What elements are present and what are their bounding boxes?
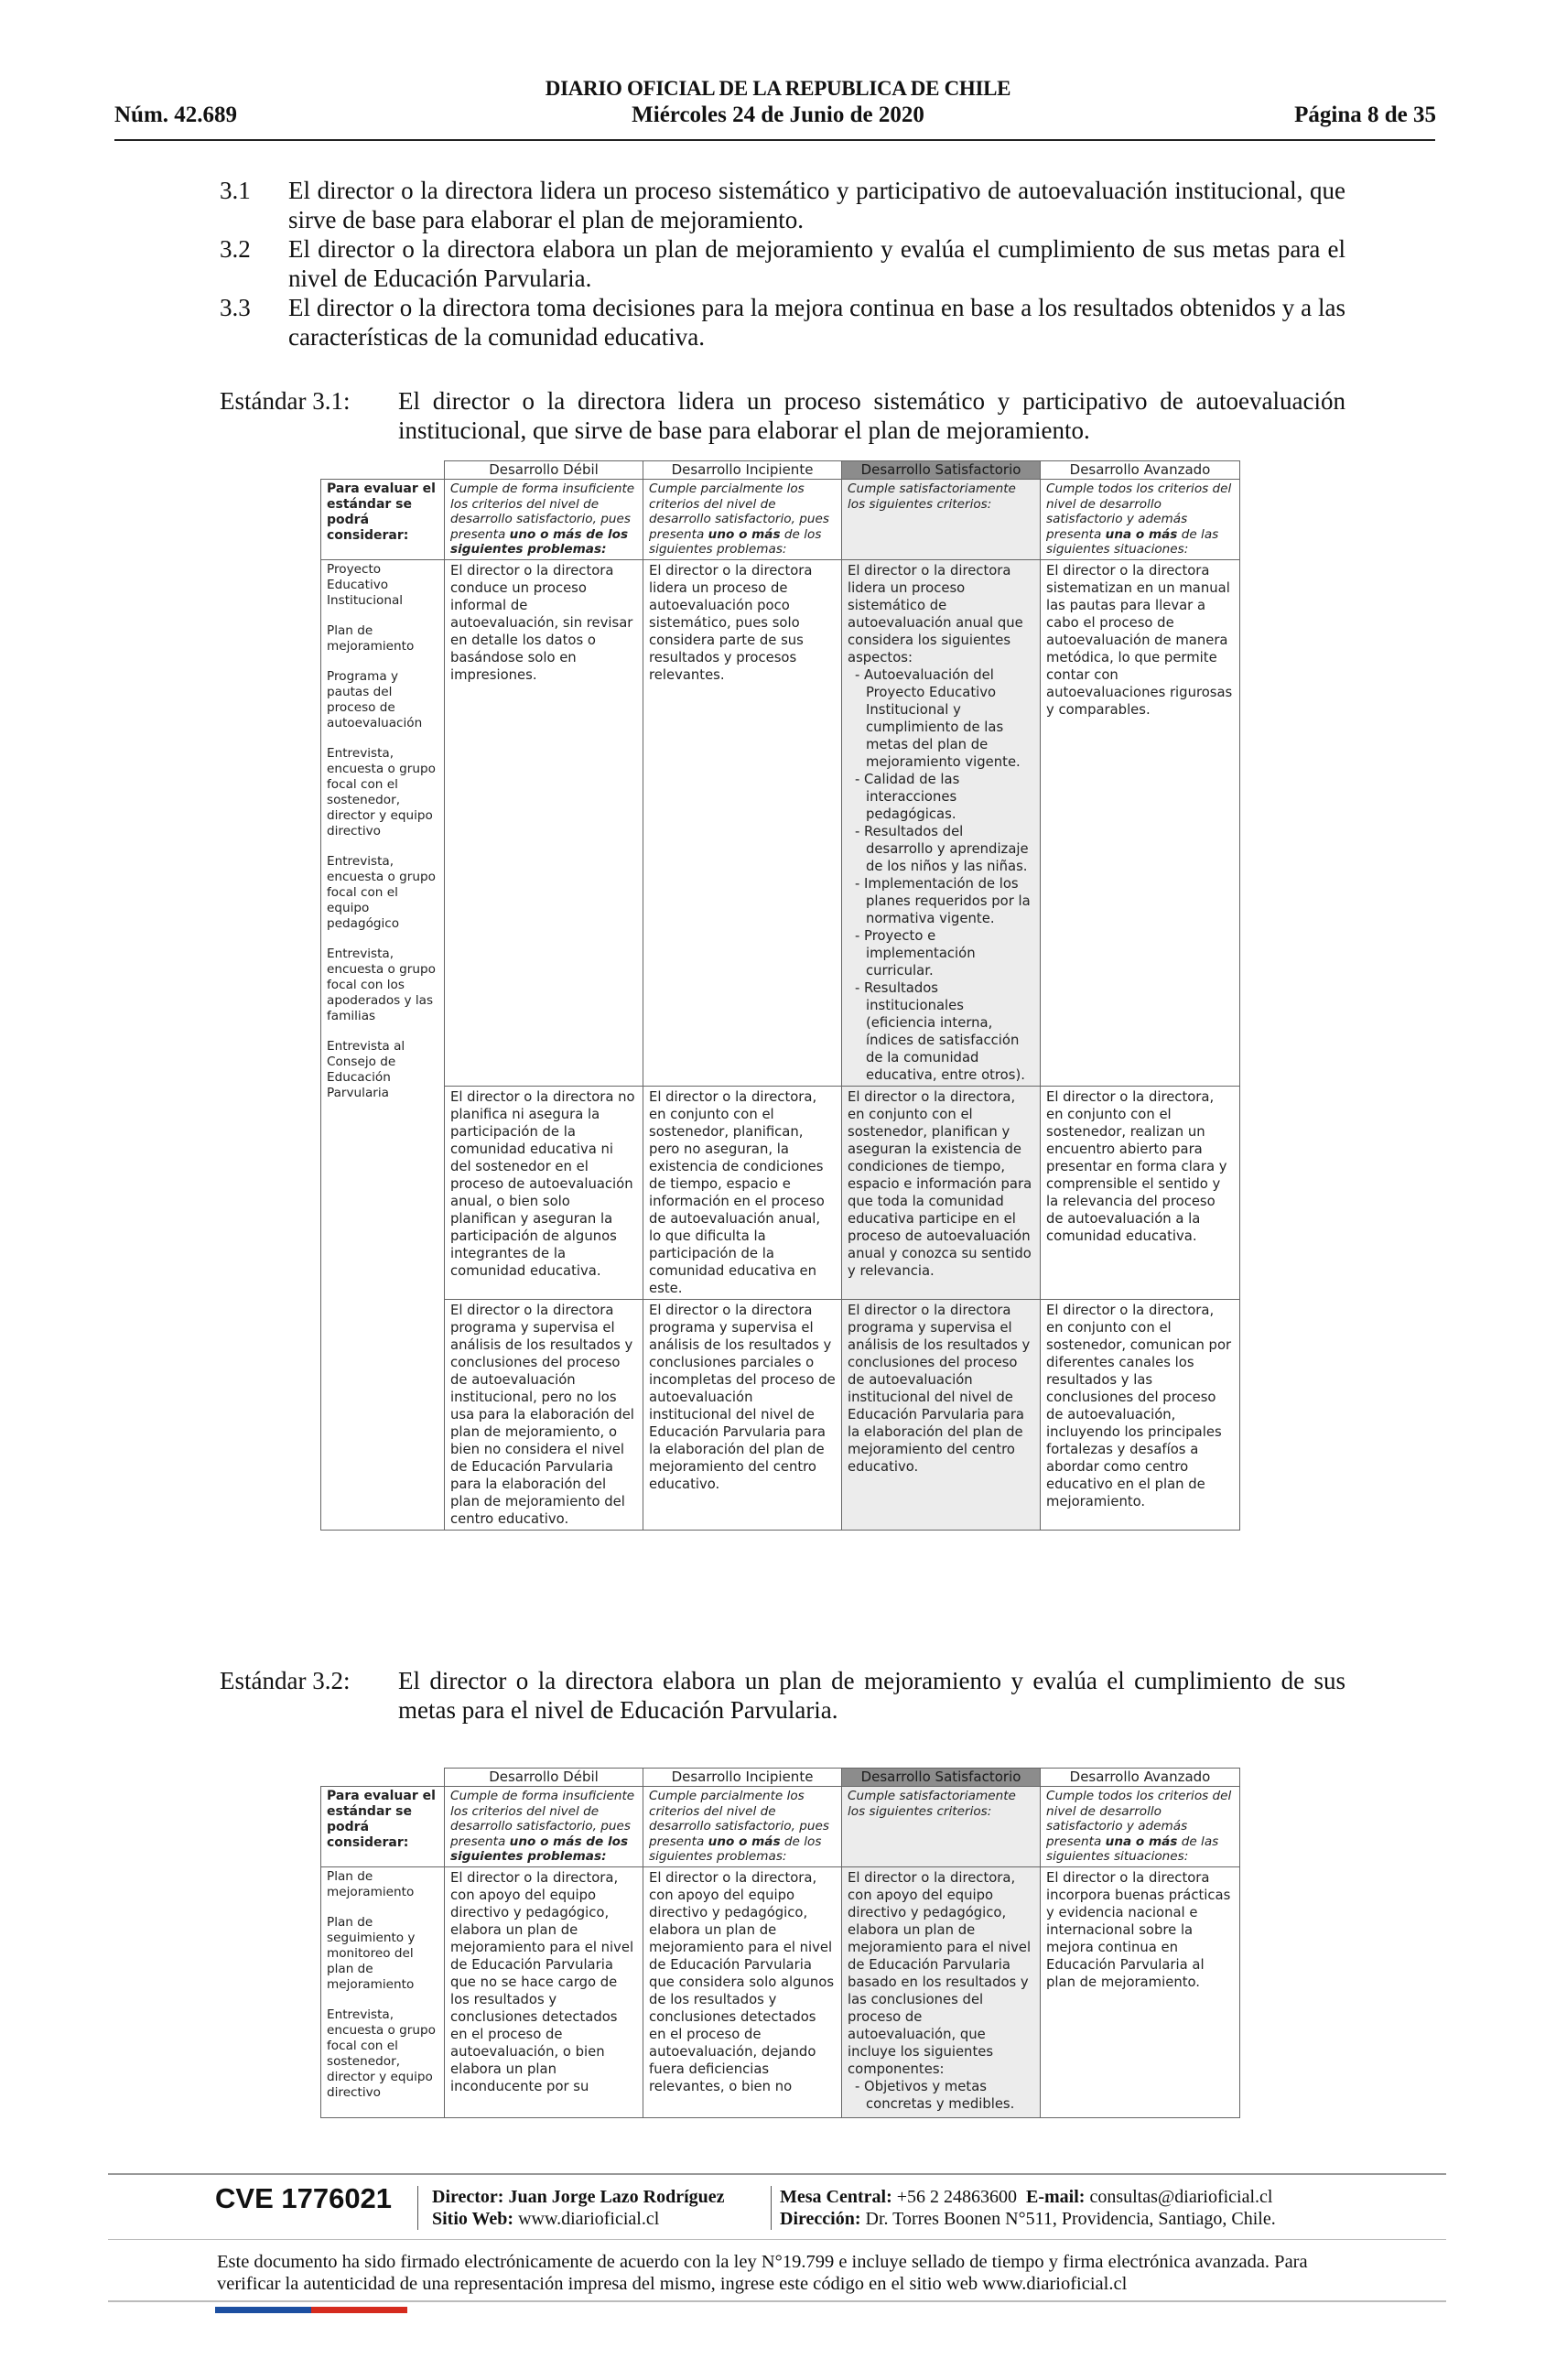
issue-date: Miércoles 24 de Junio de 2020 [632,103,924,127]
list-item: - Proyecto e implementación curricular. [855,927,976,979]
list-item: - Calidad de las interacciones pedagógicas. [855,771,960,822]
flag-stripe-blue [215,2307,311,2313]
cell-debil: El director o la directora no planifica ni asegura la participación de la comunidad educativa ni del sostenedor en el proceso de autoevaluación anual, o bien solo planifican y aseguran la participación de algunos integrantes de la comunidad educativa. [445,1086,643,1299]
desc-avanzado: Cumple todos los criterios del nivel de desarrollo satisfactorio y además presenta una o más de las siguientes situaciones: [1041,1787,1240,1867]
page-number: Página 8 de 35 [1294,103,1436,127]
evaluation-label: Para evaluar el estándar se podrá considerar: [321,1787,445,1867]
rubric-table-3-1 [320,460,1240,1531]
cell-avanzado: El director o la directora sistematizan en un manual las pautas para llevar a cabo el proceso de autoevaluación de manera metódica, lo que permite contar con autoevaluaciones rigurosas y comparables. [1041,559,1240,1086]
criterion-3-2 [220,234,1345,293]
header-satisfactorio: Desarrollo Satisfactorio [842,1769,1041,1787]
criterion-3-1 [220,176,1345,234]
footer-divider [108,2300,1446,2302]
signature-note: Este documento ha sido firmado electrónicamente de acuerdo con la ley N°19.799 e incluye sellado de tiempo y firma electrónica avanzada. Para verificar la autenticidad de una representación impresa del mismo, ingrese este código en el sitio web www.diarioficial.cl [217,2252,1308,2294]
desc-incipiente: Cumple parcialmente los criterios del nivel de desarrollo satisfactorio, pues presenta uno o más de los siguientes problemas: [643,1787,842,1867]
desc-satisfactorio: Cumple satisfactoriamente los siguientes criterios: [842,1787,1041,1867]
evidence-tools [321,1866,445,2117]
header-divider [114,139,1435,141]
cell-incipiente: El director o la directora lidera un proceso de autoevaluación poco sistemático, pues solo considera parte de sus resultados y procesos relevantes. [643,559,842,1086]
standard-3-1 [220,386,1345,445]
table-row [321,1866,1240,2117]
cell-satisfactorio: El director o la directora lidera un proceso sistemático de autoevaluación anual que considera los siguientes aspectos: - Autoevaluación del Proyecto Educativo Institucional y cumplimiento de las metas del plan de mejoramiento vigente. - Calidad de las interacciones pedagógicas. - Resultados del desarrollo y aprendizaje de los niños y las niñas. - Implementación de los planes requeridos por la normativa vigente. - Proyecto e implementación curricular. - Resultados institucionales (eficiencia interna, índices de satisfacción de la comunidad educativa, entre otros). [842,559,1041,1086]
list-item: Proyecto Educativo Institucional [327,561,404,608]
issue-number: Núm. 42.689 [114,103,238,127]
cell-avanzado: El director o la directora, en conjunto con el sostenedor, comunican por diferentes canales los resultados y las conclusiones del proceso de autoevaluación, incluyendo los principales fortalezas y desafíos a abordar como centro educativo en el plan de mejoramiento. [1041,1299,1240,1530]
table-row [321,559,1240,1086]
footer-separator [771,2186,772,2230]
cell-satisfactorio: El director o la directora programa y supervisa el análisis de los resultados y conclusiones del proceso de autoevaluación institucional del nivel de Educación Parvularia para la elaboración del plan de mejoramiento del centro educativo. [842,1299,1041,1530]
standard-label: Estándar 3.2: [220,1667,351,1694]
desc-debil: Cumple de forma insuficiente los criterios del nivel de desarrollo satisfactorio, pues presenta uno o más de los siguientes problemas: [445,480,643,560]
cell-avanzado: El director o la directora incorpora buenas prácticas y evidencia nacional e internacional sobre la mejora continua en Educación Parvularia al plan de mejoramiento. [1041,1866,1240,2117]
email-link[interactable]: consultas@diarioficial.cl [1089,2187,1273,2207]
list-item: Plan de mejoramiento [327,622,415,654]
cell-incipiente: El director o la directora programa y supervisa el análisis de los resultados y conclusiones parciales o incompletas del proceso de autoevaluación institucional del nivel de Educación Parvularia para la elaboración del plan de mejoramiento del centro educativo. [643,1299,842,1530]
list-item: - Resultados del desarrollo y aprendizaje de los niños y las niñas. [855,823,1029,874]
footer-divider [108,2239,1446,2240]
list-item: Entrevista, encuesta o grupo focal con el equipo pedagógico [327,853,436,931]
level-description-row [321,480,1240,560]
desc-incipiente: Cumple parcialmente los criterios del nivel de desarrollo satisfactorio, pues presenta uno o más de los siguientes problemas: [643,480,842,560]
footer-website: Sitio Web: www.diarioficial.cl [432,2209,660,2229]
desc-avanzado: Cumple todos los criterios del nivel de desarrollo satisfactorio y además presenta una o más de las siguientes situaciones: [1041,480,1240,560]
table-row [321,1086,1240,1299]
evidence-tools [321,559,445,1530]
footer-address: Dirección: Dr. Torres Boonen N°511, Providencia, Santiago, Chile. [780,2209,1276,2229]
list-item: Plan de seguimiento y monitoreo del plan de mejoramiento [327,1914,416,1992]
criterion-text: El director o la directora toma decisiones para la mejora continua en base a los resultados obtenidos y a las características de la comunidad educativa. [288,294,1345,351]
header-debil: Desarrollo Débil [445,461,643,480]
criterion-text: El director o la directora lidera un proceso sistemático y participativo de autoevaluación institucional, que sirve de base para elaborar el plan de mejoramiento. [288,177,1345,233]
footer-divider [108,2173,1446,2175]
rubric-table-3-2 [320,1768,1240,2118]
cell-avanzado: El director o la directora, en conjunto con el sostenedor, realizan un encuentro abierto para presentar en forma clara y comprensible el sentido y la relevancia del proceso de autoevaluación a la comunidad educativa. [1041,1086,1240,1299]
flag-stripe-red [311,2307,407,2313]
header-incipiente: Desarrollo Incipiente [643,1769,842,1787]
list-item: Entrevista al Consejo de Educación Parvularia [327,1038,405,1100]
criterion-number: 3.2 [220,235,251,263]
cell-debil: El director o la directora programa y supervisa el análisis de los resultados y conclusiones del proceso de autoevaluación institucional, pero no los usa para la elaboración del plan de mejoramiento, o bien no considera el nivel de Educación Parvularia para la elaboración del plan de mejoramiento del centro educativo. [445,1299,643,1530]
header-avanzado: Desarrollo Avanzado [1041,461,1240,480]
standard-label: Estándar 3.1: [220,387,351,415]
criterion-number: 3.1 [220,177,251,204]
header-avanzado: Desarrollo Avanzado [1041,1769,1240,1787]
desc-debil: Cumple de forma insuficiente los criterios del nivel de desarrollo satisfactorio, pues presenta uno o más de los siguientes problemas: [445,1787,643,1867]
cell-incipiente: El director o la directora, con apoyo del equipo directivo y pedagógico, elabora un plan de mejoramiento para el nivel de Educación Parvularia que considera solo algunos de los resultados y conclusiones detectados en el proceso de autoevaluación, dejando fuera deficiencias relevantes, o bien no [643,1866,842,2117]
header-incipiente: Desarrollo Incipiente [643,461,842,480]
list-item: Plan de mejoramiento [327,1868,415,1899]
list-item: - Objetivos y metas concretas y medibles. [855,2078,1015,2112]
standard-text: El director o la directora elabora un plan de mejoramiento y evalúa el cumplimiento de sus metas para el nivel de Educación Parvularia. [398,1667,1345,1724]
footer-separator [417,2186,418,2230]
standard-3-2 [220,1666,1345,1725]
cve-code: CVE 1776021 [215,2182,393,2214]
website-link[interactable]: www.diarioficial.cl [518,2209,660,2229]
criterion-text: El director o la directora elabora un plan de mejoramiento y evalúa el cumplimiento de sus metas para el nivel de Educación Parvularia. [288,235,1345,292]
header-debil: Desarrollo Débil [445,1769,643,1787]
list-item: Entrevista, encuesta o grupo focal con el sostenedor, director y equipo directivo [327,745,436,838]
desc-satisfactorio: Cumple satisfactoriamente los siguientes criterios: [842,480,1041,560]
criterion-number: 3.3 [220,294,251,321]
criterion-3-3 [220,293,1345,352]
publication-title: DIARIO OFICIAL DE LA REPUBLICA DE CHILE [545,77,1011,100]
evaluation-label: Para evaluar el estándar se podrá considerar: [321,480,445,560]
list-item: Entrevista, encuesta o grupo focal con el sostenedor, director y equipo directivo [327,2007,436,2100]
list-item: Programa y pautas del proceso de autoevaluación [327,668,423,730]
table-header-row [321,1769,1240,1787]
cell-satisfactorio: El director o la directora, en conjunto con el sostenedor, planifican y aseguran la existencia de condiciones de tiempo, espacio e información para que toda la comunidad educativa participe en el proceso de autoevaluación anual y conozca su sentido y relevancia. [842,1086,1041,1299]
cell-debil: El director o la directora conduce un proceso informal de autoevaluación, sin revisar en detalle los datos o basándose solo en impresiones. [445,559,643,1086]
header-satisfactorio: Desarrollo Satisfactorio [842,461,1041,480]
level-description-row [321,1787,1240,1867]
list-item: - Resultados institucionales (eficiencia interna, índices de satisfacción de la comunidad educativa, entre otros). [855,979,1025,1083]
list-item: Entrevista, encuesta o grupo focal con los apoderados y las familias [327,946,436,1023]
cell-incipiente: El director o la directora, en conjunto con el sostenedor, planifican, pero no aseguran, la existencia de condiciones de tiempo, espacio e información en el proceso de autoevaluación anual, lo que dificulta la participación de la comunidad educativa en este. [643,1086,842,1299]
cell-debil: El director o la directora, con apoyo del equipo directivo y pedagógico, elabora un plan de mejoramiento para el nivel de Educación Parvularia que no se hace cargo de los resultados y conclusiones detectados en el proceso de autoevaluación, o bien elabora un plan inconducente por su [445,1866,643,2117]
table-row [321,1299,1240,1530]
list-item: - Implementación de los planes requeridos por la normativa vigente. [855,875,1031,926]
footer-director: Director: Juan Jorge Lazo Rodríguez [432,2187,725,2207]
list-item: - Autoevaluación del Proyecto Educativo Institucional y cumplimiento de las metas del plan de mejoramiento vigente. [855,666,1021,770]
standard-text: El director o la directora lidera un proceso sistemático y participativo de autoevaluación institucional, que sirve de base para elaborar el plan de mejoramiento. [398,387,1345,444]
cell-satisfactorio: El director o la directora, con apoyo del equipo directivo y pedagógico, elabora un plan de mejoramiento para el nivel de Educación Parvularia basado en los resultados y las conclusiones del proceso de autoevaluación, que incluye los siguientes componentes: - Objetivos y metas concretas y medibles. [842,1866,1041,2117]
table-header-row [321,461,1240,480]
footer-contact: Mesa Central: +56 2 24863600 E-mail: consultas@diarioficial.cl [780,2187,1273,2207]
